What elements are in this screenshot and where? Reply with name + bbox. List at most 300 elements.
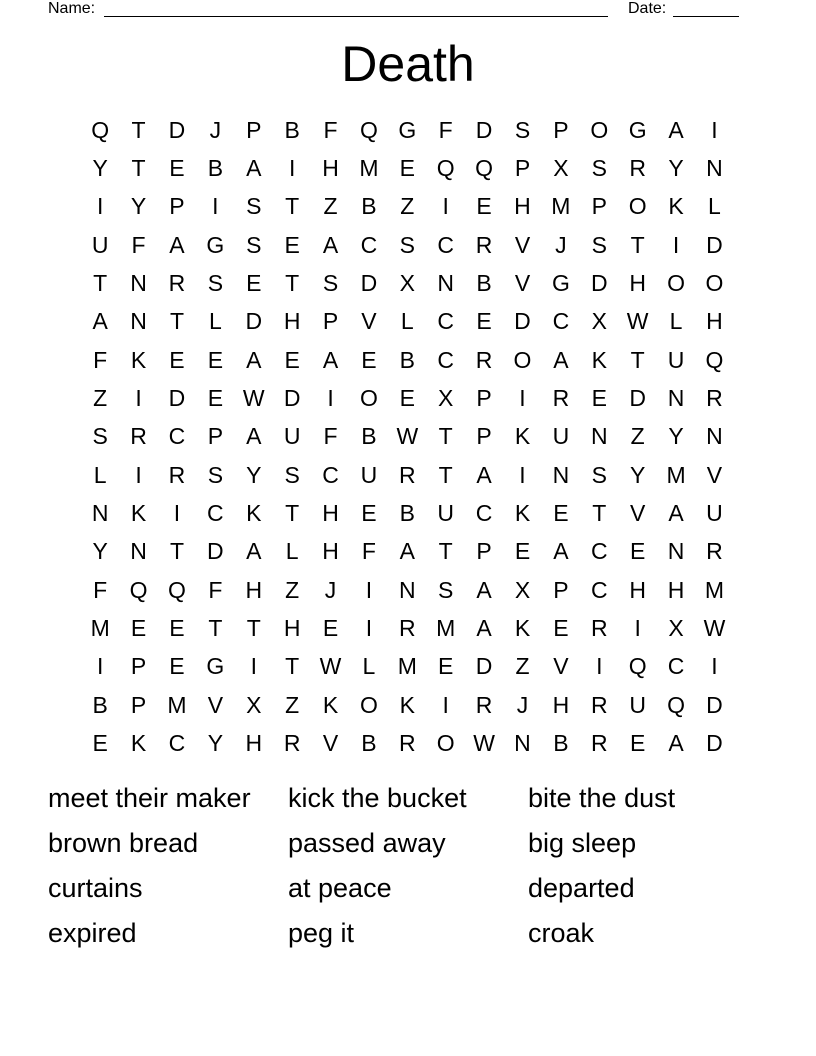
- grid-letter: W: [473, 729, 495, 756]
- grid-letter: L: [362, 653, 376, 680]
- grid-letter: P: [514, 154, 531, 181]
- grid-letter: O: [436, 729, 455, 756]
- grid-letter: S: [591, 461, 607, 488]
- grid-letter: X: [553, 154, 569, 181]
- word-list-item: peg it: [288, 918, 355, 948]
- grid-letter: R: [130, 423, 147, 450]
- grid-letter: H: [283, 308, 301, 335]
- grid-letter: U: [437, 499, 455, 526]
- grid-letter: P: [207, 423, 224, 450]
- grid-letter: P: [169, 193, 185, 220]
- grid-letter: I: [365, 576, 373, 603]
- name-label: Name:: [48, 0, 96, 17]
- grid-letter: A: [476, 461, 492, 488]
- grid-letter: B: [92, 691, 108, 718]
- grid-letter: U: [91, 231, 109, 258]
- grid-letter: S: [438, 576, 454, 603]
- grid-letter: I: [711, 653, 718, 680]
- grid-letter: M: [359, 154, 379, 181]
- grid-letter: T: [592, 499, 607, 526]
- grid-letter: N: [130, 308, 147, 335]
- grid-letter: E: [207, 384, 224, 411]
- grid-letter: R: [283, 729, 301, 756]
- grid-letter: Z: [400, 193, 415, 220]
- grid-letter: I: [634, 614, 641, 641]
- grid-letter: L: [669, 308, 683, 335]
- grid-letter: A: [169, 231, 185, 258]
- grid-letter: I: [519, 461, 526, 488]
- grid-letter: T: [169, 538, 184, 565]
- grid-letter: A: [246, 154, 262, 181]
- grid-letter: T: [285, 193, 300, 220]
- grid-letter: H: [706, 308, 723, 335]
- grid-letter: P: [591, 193, 607, 220]
- grid-letter: A: [476, 576, 492, 603]
- grid-letter: A: [399, 538, 415, 565]
- grid-letter: A: [668, 729, 684, 756]
- grid-letter: L: [285, 538, 299, 565]
- grid-letter: V: [514, 269, 531, 296]
- grid-letter: K: [246, 499, 262, 526]
- grid-letter: A: [322, 231, 339, 258]
- grid-letter: Z: [285, 576, 300, 603]
- word-list-item: passed away: [288, 828, 446, 858]
- grid-letter: K: [322, 691, 339, 718]
- grid-letter: T: [630, 231, 645, 258]
- grid-letter: F: [131, 231, 146, 258]
- grid-letter: T: [438, 461, 453, 488]
- grid-letter: A: [246, 538, 262, 565]
- grid-letter: H: [283, 614, 301, 641]
- grid-letter: U: [667, 346, 685, 373]
- grid-letter: K: [514, 423, 531, 450]
- grid-letter: F: [438, 116, 453, 143]
- grid-letter: Q: [129, 576, 148, 603]
- grid-letter: T: [131, 116, 146, 143]
- grid-letter: K: [130, 729, 147, 756]
- grid-letter: J: [516, 691, 529, 718]
- grid-letter: X: [514, 576, 531, 603]
- word-list-item: big sleep: [528, 828, 637, 858]
- grid-letter: I: [135, 384, 142, 411]
- grid-letter: E: [207, 346, 224, 373]
- grid-letter: I: [711, 116, 718, 143]
- grid-letter: P: [322, 308, 339, 335]
- grid-letter: O: [628, 193, 647, 220]
- grid-letter: I: [442, 691, 449, 718]
- word-list-item: curtains: [48, 873, 143, 903]
- grid-letter: R: [399, 729, 416, 756]
- grid-letter: T: [438, 423, 453, 450]
- grid-letter: H: [667, 576, 685, 603]
- grid-letter: Q: [91, 116, 110, 143]
- grid-letter: B: [399, 346, 415, 373]
- grid-letter: T: [285, 269, 300, 296]
- grid-letter: H: [629, 269, 646, 296]
- grid-letter: E: [92, 729, 108, 756]
- grid-letter: U: [706, 499, 723, 526]
- grid-letter: B: [361, 193, 377, 220]
- grid-letter: M: [90, 614, 110, 641]
- grid-letter: E: [130, 614, 147, 641]
- grid-letter: C: [360, 231, 378, 258]
- grid-letter: E: [246, 269, 262, 296]
- grid-letter: F: [323, 423, 338, 450]
- word-list: [48, 778, 768, 958]
- grid-letter: D: [360, 269, 378, 296]
- grid-letter: V: [706, 461, 723, 488]
- grid-letter: K: [668, 193, 684, 220]
- grid-letter: M: [397, 653, 417, 680]
- grid-letter: F: [208, 576, 223, 603]
- grid-letter: T: [169, 308, 184, 335]
- grid-letter: N: [91, 499, 109, 526]
- grid-letter: R: [475, 346, 493, 373]
- grid-letter: W: [242, 384, 265, 411]
- letter-grid: [81, 111, 734, 763]
- word-list-item: meet their maker: [48, 783, 251, 813]
- grid-letter: B: [399, 499, 415, 526]
- word-list-item: brown bread: [48, 828, 199, 858]
- grid-letter: D: [207, 538, 224, 565]
- grid-letter: D: [168, 116, 186, 143]
- grid-letter: E: [169, 346, 185, 373]
- grid-letter: I: [250, 653, 257, 680]
- grid-letter: R: [168, 269, 186, 296]
- grid-letter: Q: [705, 346, 724, 373]
- grid-letter: I: [173, 499, 181, 526]
- grid-letter: Y: [246, 461, 262, 488]
- grid-letter: E: [629, 729, 646, 756]
- grid-letter: X: [438, 384, 454, 411]
- grid-letter: A: [553, 538, 569, 565]
- grid-letter: V: [322, 729, 339, 756]
- grid-letter: S: [246, 231, 262, 258]
- grid-letter: L: [208, 308, 222, 335]
- grid-letter: L: [93, 461, 107, 488]
- grid-letter: G: [628, 116, 647, 143]
- grid-letter: T: [246, 614, 261, 641]
- grid-letter: T: [131, 154, 146, 181]
- grid-letter: R: [590, 691, 608, 718]
- grid-letter: Q: [359, 116, 378, 143]
- grid-letter: T: [93, 269, 108, 296]
- grid-letter: T: [438, 538, 453, 565]
- grid-letter: C: [437, 346, 455, 373]
- grid-letter: W: [703, 614, 726, 641]
- grid-letter: I: [596, 653, 603, 680]
- grid-letter: M: [436, 614, 456, 641]
- grid-letter: T: [208, 614, 223, 641]
- grid-letter: Q: [667, 691, 685, 718]
- grid-letter: E: [322, 614, 339, 641]
- grid-letter: H: [514, 193, 531, 220]
- grid-letter: D: [706, 231, 723, 258]
- grid-letter: Z: [515, 653, 530, 680]
- grid-letter: D: [245, 308, 263, 335]
- grid-letter: A: [553, 346, 569, 373]
- grid-letter: F: [323, 116, 338, 143]
- grid-letter: Z: [285, 691, 300, 718]
- grid-letter: K: [591, 346, 607, 373]
- grid-letter: O: [705, 269, 724, 296]
- grid-letter: C: [207, 499, 224, 526]
- grid-letter: J: [555, 231, 567, 258]
- grid-letter: M: [704, 576, 725, 603]
- grid-letter: T: [285, 499, 300, 526]
- grid-letter: V: [553, 653, 569, 680]
- grid-letter: R: [590, 729, 608, 756]
- grid-letter: A: [92, 308, 108, 335]
- grid-letter: G: [206, 231, 225, 258]
- grid-letter: P: [246, 116, 262, 143]
- grid-letter: L: [708, 193, 721, 220]
- grid-letter: E: [399, 154, 415, 181]
- grid-letter: G: [551, 269, 570, 296]
- grid-letter: S: [284, 461, 300, 488]
- grid-letter: R: [399, 461, 416, 488]
- grid-letter: E: [169, 614, 185, 641]
- grid-letter: C: [590, 538, 608, 565]
- grid-letter: I: [327, 384, 334, 411]
- grid-letter: B: [207, 154, 224, 181]
- grid-letter: P: [130, 691, 147, 718]
- grid-letter: Q: [436, 154, 455, 181]
- word-list-item: departed: [528, 873, 635, 903]
- grid-letter: I: [97, 193, 104, 220]
- grid-letter: T: [285, 653, 300, 680]
- grid-letter: A: [246, 346, 262, 373]
- grid-letter: D: [168, 384, 186, 411]
- word-list-item: croak: [528, 918, 595, 948]
- grid-letter: N: [130, 269, 147, 296]
- grid-letter: N: [399, 576, 416, 603]
- grid-letter: D: [590, 269, 608, 296]
- grid-letter: B: [476, 269, 492, 296]
- grid-letter: M: [551, 193, 571, 220]
- grid-letter: C: [475, 499, 493, 526]
- grid-letter: E: [553, 614, 569, 641]
- grid-letter: S: [246, 193, 262, 220]
- grid-letter: D: [475, 116, 493, 143]
- grid-letter: H: [322, 499, 339, 526]
- grid-letter: C: [322, 461, 339, 488]
- grid-letter: R: [475, 231, 493, 258]
- grid-letter: H: [322, 538, 339, 565]
- grid-letter: R: [168, 461, 186, 488]
- grid-letter: E: [476, 193, 492, 220]
- grid-letter: B: [361, 729, 377, 756]
- grid-letter: K: [130, 499, 147, 526]
- grid-letter: H: [245, 576, 263, 603]
- grid-letter: V: [207, 691, 224, 718]
- grid-letter: N: [706, 423, 723, 450]
- grid-letter: Y: [629, 461, 646, 488]
- grid-letter: X: [591, 308, 607, 335]
- grid-letter: S: [591, 154, 607, 181]
- date-line[interactable]: [673, 16, 739, 17]
- grid-letter: U: [283, 423, 301, 450]
- grid-letter: Y: [92, 154, 108, 181]
- grid-letter: X: [668, 614, 684, 641]
- grid-letter: E: [284, 346, 300, 373]
- grid-letter: F: [361, 538, 376, 565]
- grid-letter: O: [590, 116, 609, 143]
- grid-letter: I: [97, 653, 104, 680]
- grid-letter: I: [442, 193, 449, 220]
- grid-letter: R: [706, 538, 723, 565]
- grid-letter: E: [361, 499, 377, 526]
- grid-letter: Z: [630, 423, 645, 450]
- grid-letter: W: [396, 423, 419, 450]
- grid-letter: P: [476, 423, 492, 450]
- grid-letter: B: [553, 729, 569, 756]
- grid-letter: O: [359, 691, 378, 718]
- grid-letter: N: [437, 269, 455, 296]
- grid-letter: W: [626, 308, 649, 335]
- grid-letter: E: [514, 538, 531, 565]
- grid-letter: E: [399, 384, 415, 411]
- grid-letter: E: [438, 653, 454, 680]
- grid-letter: K: [399, 691, 415, 718]
- grid-letter: S: [207, 269, 224, 296]
- grid-letter: A: [476, 614, 492, 641]
- grid-letter: E: [169, 653, 185, 680]
- grid-letter: H: [629, 576, 646, 603]
- grid-letter: Q: [628, 653, 647, 680]
- grid-letter: D: [706, 691, 723, 718]
- word-list-item: expired: [48, 918, 137, 948]
- grid-letter: C: [168, 729, 186, 756]
- grid-letter: S: [322, 269, 339, 296]
- grid-letter: H: [322, 154, 339, 181]
- grid-letter: V: [514, 231, 531, 258]
- grid-letter: H: [245, 729, 263, 756]
- grid-letter: I: [672, 231, 680, 258]
- grid-letter: R: [590, 614, 608, 641]
- grid-letter: D: [283, 384, 301, 411]
- grid-letter: P: [476, 538, 492, 565]
- grid-letter: H: [552, 691, 570, 718]
- grid-letter: Z: [323, 193, 338, 220]
- grid-letter: B: [284, 116, 300, 143]
- grid-letter: V: [361, 308, 377, 335]
- grid-letter: Y: [668, 423, 684, 450]
- grid-letter: K: [130, 346, 147, 373]
- grid-letter: A: [322, 346, 339, 373]
- grid-letter: P: [553, 116, 569, 143]
- grid-letter: D: [475, 653, 493, 680]
- grid-letter: D: [629, 384, 646, 411]
- grid-letter: I: [288, 154, 296, 181]
- grid-letter: D: [514, 308, 531, 335]
- grid-letter: B: [361, 423, 377, 450]
- grid-letter: E: [553, 499, 569, 526]
- grid-letter: V: [629, 499, 646, 526]
- grid-letter: N: [706, 154, 723, 181]
- grid-letter: E: [476, 308, 492, 335]
- grid-letter: P: [130, 653, 147, 680]
- grid-letter: U: [360, 461, 378, 488]
- grid-letter: O: [667, 269, 685, 296]
- grid-letter: A: [668, 499, 684, 526]
- grid-letter: N: [667, 384, 685, 411]
- grid-letter: W: [319, 653, 342, 680]
- grid-letter: F: [93, 576, 108, 603]
- grid-letter: T: [630, 346, 645, 373]
- page-title: Death: [341, 36, 475, 92]
- grid-letter: U: [552, 423, 570, 450]
- grid-letter: Z: [93, 384, 108, 411]
- grid-letter: Q: [475, 154, 494, 181]
- grid-letter: R: [706, 384, 723, 411]
- grid-letter: P: [553, 576, 569, 603]
- grid-letter: G: [206, 653, 225, 680]
- grid-letter: S: [514, 116, 531, 143]
- grid-letter: M: [167, 691, 187, 718]
- grid-letter: F: [93, 346, 108, 373]
- grid-letter: K: [514, 614, 531, 641]
- grid-letter: R: [475, 691, 493, 718]
- grid-letter: P: [476, 384, 492, 411]
- name-line[interactable]: [104, 16, 608, 17]
- grid-letter: C: [552, 308, 570, 335]
- word-list-item: bite the dust: [528, 783, 676, 813]
- grid-letter: D: [706, 729, 723, 756]
- word-list-item: at peace: [288, 873, 392, 903]
- grid-letter: I: [365, 614, 373, 641]
- date-label: Date:: [628, 0, 667, 17]
- grid-letter: N: [667, 538, 685, 565]
- grid-letter: E: [591, 384, 607, 411]
- grid-letter: R: [629, 154, 646, 181]
- grid-letter: U: [629, 691, 646, 718]
- grid-letter: C: [437, 308, 455, 335]
- grid-letter: L: [400, 308, 414, 335]
- grid-letter: S: [207, 461, 224, 488]
- grid-letter: S: [92, 423, 108, 450]
- grid-letter: I: [212, 193, 219, 220]
- grid-letter: X: [399, 269, 415, 296]
- grid-letter: C: [168, 423, 186, 450]
- grid-letter: A: [668, 116, 684, 143]
- grid-letter: J: [324, 576, 337, 603]
- grid-letter: J: [209, 116, 222, 143]
- grid-letter: Q: [168, 576, 186, 603]
- grid-letter: A: [246, 423, 262, 450]
- grid-letter: E: [284, 231, 300, 258]
- worksheet-header: [48, 0, 744, 20]
- grid-letter: Y: [92, 538, 108, 565]
- grid-letter: N: [590, 423, 608, 450]
- grid-letter: R: [399, 614, 416, 641]
- grid-letter: Y: [668, 154, 684, 181]
- grid-letter: K: [514, 499, 531, 526]
- grid-letter: X: [246, 691, 262, 718]
- grid-letter: I: [135, 461, 142, 488]
- grid-letter: Y: [207, 729, 224, 756]
- grid-letter: I: [519, 384, 526, 411]
- word-list-item: kick the bucket: [288, 783, 467, 813]
- grid-letter: Y: [130, 193, 147, 220]
- grid-letter: N: [514, 729, 531, 756]
- grid-letter: O: [513, 346, 532, 373]
- grid-letter: O: [359, 384, 378, 411]
- grid-letter: C: [590, 576, 608, 603]
- grid-letter: N: [130, 538, 147, 565]
- grid-letter: E: [169, 154, 185, 181]
- grid-letter: C: [667, 653, 685, 680]
